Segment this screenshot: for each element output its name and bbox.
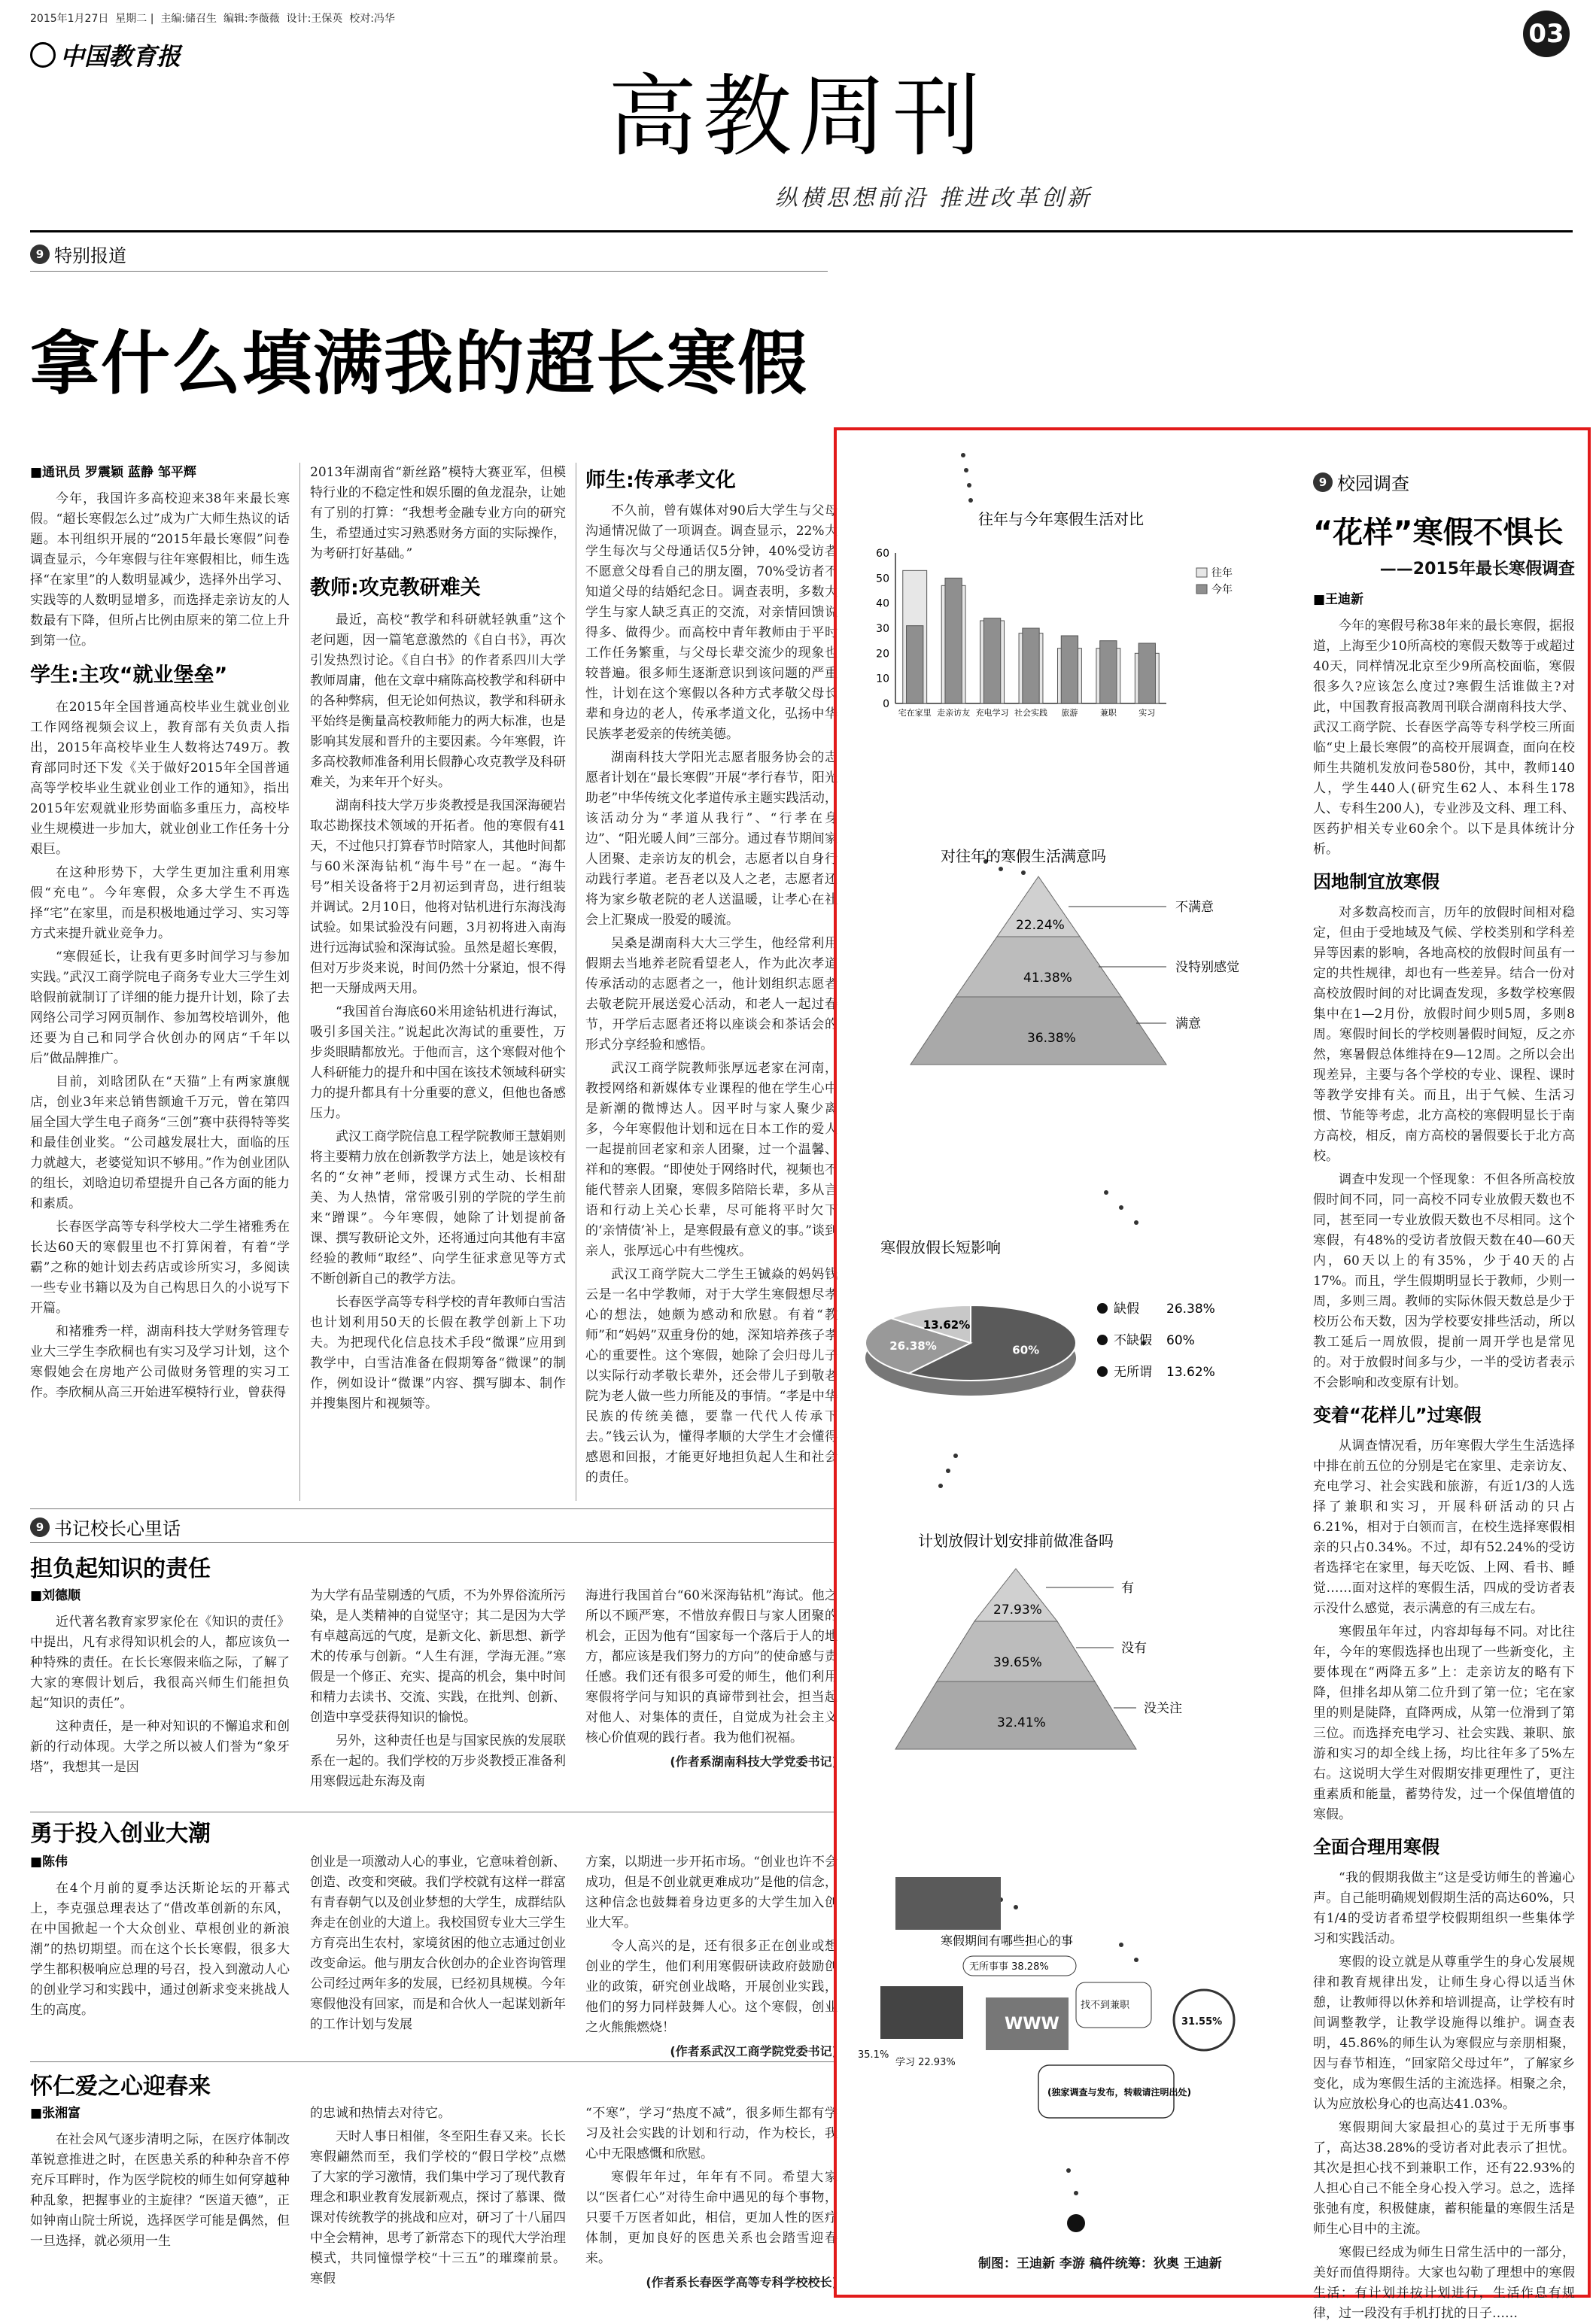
proofreader: 校对:冯华 <box>349 13 395 25</box>
paragraph: 湖南科技大学阳光志愿者服务协会的志愿者计划在“最长寒假”开展“孝行春节，阳光助老”中华传统文化孝道传承主题实践活动，该活动分为“孝道从我行”、“行孝在身边”、“阳光暖人间”三部分。通过春节期间家人团聚、走亲访友的机会，志愿者以自身行动践行孝道。老吾老以及人之老，志愿者还将为家乡敬老院的老人送温暖，让孝心在社会上汇聚成一股爱的暖流。 <box>585 750 838 928</box>
pyramid-1-pct-3: 36.38% <box>1027 1031 1076 1046</box>
article-rule <box>30 2061 835 2062</box>
survey-infographic <box>850 440 1302 2283</box>
pyramid-2-pct-1: 27.93% <box>993 1602 1042 1618</box>
article-1-col-b <box>310 1586 566 1812</box>
tag-rule <box>30 271 828 272</box>
survey-h2: 变着“花样儿”过寒假 <box>1313 1405 1482 1426</box>
pie-legend-marker <box>1097 1303 1108 1314</box>
paragraph: 这种责任，是一种对知识的不懈追求和创新的行动体现。大学之所以被人们誉为“象牙塔”，我想其一是因 <box>30 1719 290 1775</box>
pie-legend-marker <box>1097 1335 1108 1345</box>
bar-chart-title: 往年与今年寒假生活对比 <box>978 510 1144 528</box>
pie-legend-value: 60% <box>1166 1333 1195 1348</box>
paragraph: 今年的寒假号称38年来的最长寒假，据报道，上海至少10所高校的寒假天数等于或超过40天，同样情况北京至少9所高校面临，寒假很多久?应该怎么度过?寒假生活谁做主?对此，中国教育报高教周刊联合湖南科技大学、武汉工商学院、长春医学高等专科学校三所面临“史上最长寒假”的高校开展调查，面向在校师生共随机发放问卷580份，其中，教师140人，学生440人(研究生62人、本科生178人、专科生200人)，专业涉及文科、理工科、医药护相关专业60余个。以下是具体统计分析。 <box>1313 618 1575 857</box>
paragraph: 近代著名教育家罗家伦在《知识的责任》中提出，凡有求得知识机会的人，都应该负一种特殊的责任。在长长寒假来临之际，了解了大家的寒假计划后，我很高兴师生们能担负起“知识的责任”。 <box>30 1615 290 1711</box>
pyramid-2-cat-2: 没有 <box>1121 1641 1147 1656</box>
paragraph: “我国首台海底60米用途钻机进行海试，吸引多国关注。”说起此次海试的重要性，万步炎眼睛都放光。于他而言，这个寒假对他个人科研能力的提升和中国在该技术领域科研实力的提升都具有十分重要的意义，但他也备感压力。 <box>310 1004 566 1121</box>
paragraph: 寒假年年过，年年有不同。希望大家以“医者仁心”对待生命中遇见的每个事物，只要千万医者如此，相信，更加人性的医疗体制，更加良好的医患关系也会踏雪迎春来。 <box>585 2170 838 2266</box>
svg-text:WWW: WWW <box>1005 2015 1059 2034</box>
paragraph: 海进行我国首台“60米深海钻机”海试。他之所以不顾严寒，不惜放弃假日与家人团聚的机会，正因为他有“国家每一个落后于人的地方，都应该是我们努力的方向”的使命感与责任感。我们还有很多可爱的师生，他们利用寒假将学问与知识的真谛带到社会，担当起对他人、对集体的责任，自觉成为社会主义核心价值观的践行者。我为他们祝福。 <box>585 1588 838 1745</box>
bar-current <box>1023 628 1039 703</box>
section-tag-icon: 9 <box>30 1517 50 1537</box>
legend-label-previous: 往年 <box>1211 567 1233 579</box>
designer: 设计:王保英 <box>286 13 343 25</box>
article-3-col-a <box>30 2104 290 2292</box>
bar-current <box>983 618 1000 703</box>
pie-slice-label: 13.62% <box>923 1317 971 1332</box>
paragraph: 从调查情况看，历年寒假大学生生活选择中排在前五位的分别是宅在家里、走亲访友、充电学习、社会实践和旅游，有近1/3的人选择了兼职和实习，开展科研活动的只占6.21%，相对于白领而言，在校生选择寒假相亲的只占0.34%。不过，却有52.24%的受访者选择宅在家里，每天吃饭、上网、看书、睡觉……面对这样的寒假生活，四成的受访者表示没什么感觉，表示满意的有三成左右。 <box>1313 1438 1575 1616</box>
paragraph: 和褚雅秀一样，湖南科技大学财务管理专业大三学生李欣桐也有实习及学习计划，这个寒假她会在房地产公司做财务管理的实习工作。李欣桐从高三开始进军模特行业，曾获得 <box>30 1324 290 1400</box>
article-1-col-c <box>585 1586 838 1812</box>
student-subhead: 学生:主攻“就业堡垒” <box>30 664 228 687</box>
pyramid-2-mid <box>937 1621 1095 1681</box>
paragraph: 另外，这种责任也是与国家民族的发展联系在一起的。我们学校的万步炎教授正准备利用寒假远赴东海及南 <box>310 1733 566 1789</box>
pyramid-1-cat-2: 没特别感觉 <box>1175 960 1239 975</box>
article-1-col-a <box>30 1586 290 1812</box>
pyramid-2-title: 计划放假计划安排前做准备吗 <box>918 1532 1114 1550</box>
x-tick-label: 社会实践 <box>1014 708 1047 718</box>
pie-legend-label: 不缺假 <box>1114 1333 1152 1348</box>
legend-swatch-previous <box>1196 568 1207 577</box>
y-tick-label: 0 <box>883 698 889 710</box>
header-rule <box>30 230 1573 232</box>
paragraph: 在社会风气逐步清明之际，在医疗体制改革锐意推进之时，在医患关系的种种杂音不停充斥耳畔时，作为医学院校的师生如何穿越种种乱象，把握事业的主旋律？“医道天德”，正如钟南山院士所说，选择医学可能是偶然，但一旦选择，就必须用一生 <box>30 2132 290 2249</box>
credit-note: (独家调查与发布，转载请注明出处) <box>1047 2087 1191 2098</box>
leave-length-pie <box>865 1238 1215 1396</box>
article-2-col-b <box>310 1852 566 2070</box>
article-1-byline: ■刘德顺 <box>30 1588 81 1603</box>
paper-logo: 中国教育报 <box>30 38 181 72</box>
article-1-signature: (作者系湖南科技大学党委书记) <box>670 1754 838 1769</box>
parent-subhead: 师生:传承孝文化 <box>585 469 736 492</box>
article-3-title: 怀仁爱之心迎春来 <box>30 2073 211 2100</box>
pyramid-1-title: 对往年的寒假生活满意吗 <box>941 847 1106 865</box>
paragraph: 湖南科技大学万步炎教授是我国深海硬岩取芯勘探技术领域的开拓者。他的寒假有41天，不过他只打算春节时陪家人，其他时间都与60米深海钻机“海牛号”在一起。“海牛号”相关设备将于2月初运到青岛，进行组装并调试。2月10日，他将对钻机进行东海浅海试验。如果试验没有问题，3月初将进入南海进行远海试验和深海试验。虽然是超长寒假，但对万步炎来说，时间仍然十分紧迫，恨不得把一天掰成两天用。 <box>310 798 566 996</box>
paragraph: 武汉工商学院教师张厚远老家在河南，教授网络和新媒体专业课程的他在学生心中是新潮的微博达人。因平时与家人聚少离多，今年寒假他计划和远在日本工作的爱人一起提前回老家和亲人团聚，过一个温馨、祥和的寒假。“即使处于网络时代，视频也不能代替亲人团聚，寒假多陪陪长辈，多从言语和行动上关心长辈，尽可能将平时欠下的‘亲情债’补上，是寒假最有意义的事。”谈到亲人，张厚远心中有些愧疚。 <box>585 1061 838 1259</box>
special-col-2 <box>310 463 566 1501</box>
paragraph: 在4个月前的夏季达沃斯论坛的开幕式上，李克强总理表达了“借改革创新的东风，在中国掀起一个大众创业、草根创业的新浪潮”的热切期望。而在这个长长寒假，很多大学生都积极响应总理的号召，投入到激动人心的创业学习和实践中，通过创新求变来挑战人生的高度。 <box>30 1881 290 2018</box>
tag-rule <box>30 1542 835 1543</box>
paragraph: 寒假已经成为师生日常生活中的一部分，美好而值得期待。大家也勾勒了理想中的寒假生活：有计划并按计划进行，生活作息有规律，过一段没有手机打扰的日子…… <box>1313 2245 1575 2321</box>
satisfaction-pyramid <box>910 847 1239 1065</box>
paragraph: 令人高兴的是，还有很多正在创业或想创业的学生，他们利用寒假研读政府鼓励创业的政策，研究创业战略，开展创业实践，他们的努力同样鼓舞人心。这个寒假，创业之火熊熊燃烧！ <box>585 1939 838 2035</box>
pie-legend-label: 无所谓 <box>1114 1365 1152 1380</box>
survey-text-column <box>1313 440 1575 2321</box>
paragraph: 吴桑是湖南科大大三学生，他经常利用假期去当地养老院看望老人，作为此次孝道传承活动的志愿者之一，他计划组织志愿者去敬老院开展送爱心活动，和老人一起过春节，开学后志愿者还将以座谈会和茶话会的形式分享经验和感悟。 <box>585 936 838 1053</box>
article-3-byline: ■张湘富 <box>30 2106 81 2121</box>
survey-byline: ■王迪新 <box>1313 592 1364 607</box>
y-tick-label: 40 <box>876 597 889 610</box>
collage-photo-people <box>895 1877 1001 1930</box>
pyramid-1-cat-1: 不满意 <box>1175 900 1214 915</box>
pyramid-1-mid <box>956 937 1121 997</box>
article-3-signature: (作者系长春医学高等专科学校校长) <box>646 2275 838 2289</box>
collage-label-2: 找不到兼职 <box>1081 2000 1130 2011</box>
paragraph: 武汉工商学院信息工程学院教师王慧娟则将主要精力放在创新教学方法上，她是该校有名的“女神”老师，授课方式生动、长相甜美、为人热情，常常吸引别的学院的学生前来“蹭课”。今年寒假，她除了计划提前备课、撰写教研论文外，还将通过向其他有丰富经验的教师“取经”、向学生征求意见等方式不断创新自己的教学方法。 <box>310 1129 566 1287</box>
collage-label-1: 无所事事 38.28% <box>969 1961 1049 1973</box>
paragraph: 寒假期间大家最担心的莫过于无所事事了，高达38.28%的受访者对此表示了担忧。其次是担心找不到兼职工作，还有22.93%的人担心自己不能全身心投入学习。总之，选择张弛有度，积极健康，蓄积能量的寒假生活是师生心目中的主流。 <box>1313 2120 1575 2237</box>
bar-chart <box>876 510 1233 718</box>
pie-legend-label: 缺假 <box>1114 1302 1139 1317</box>
pyramid-2-cat-1: 有 <box>1121 1581 1134 1596</box>
article-2-byline: ■陈伟 <box>30 1855 68 1870</box>
collage-label-4: 31.55% <box>1181 2016 1223 2028</box>
pie-legend-marker <box>1097 1366 1108 1377</box>
y-tick-label: 30 <box>876 623 889 635</box>
pie-legend-value: 13.62% <box>1166 1365 1215 1380</box>
worries-collage <box>858 1877 1234 2068</box>
paragraph: 创业是一项激动人心的事业，它意味着创新、创造、改变和突破。我们学校就有这样一群富有青春朝气以及创业梦想的大学生，成群结队奔走在创业的大道上。我校国贸专业大三学生方育亮出生农村，家境贫困的他立志通过创业改变命运。他与朋友合伙创办的企业咨询管理公司经过两年多的发展，已经初具规模。今年寒假他没有回家，而是和合伙人一起谋划新年的工作计划与发展 <box>310 1855 566 2032</box>
section-rule <box>30 1508 835 1509</box>
special-col-1 <box>30 463 290 1501</box>
paragraph: 寒假的设立就是从尊重学生的身心发展规律和教育规律出发，让师生身心得以适当休憩，让教师得以休养和培训提高，让学校有时间调整教学，让教学设施得以维护。调查表明，45.86%的师生认为寒假应与亲朋相聚，因与春节相连，“回家陪父母过年”，了解家乡变化，成为寒假生活的主流选择。相聚之余，认为应放松身心的也高达41.03%。 <box>1313 1955 1575 2112</box>
survey-h3: 全面合理用寒假 <box>1313 1836 1439 1858</box>
editor: 编辑:李薇薇 <box>223 13 280 25</box>
paragraph: 天时人事日相催，冬至阳生春又来。长长寒假翩然而至，我们学校的“假日学校”点燃了大家的学习激情，我们集中学习了现代教育理念和职业教育发展新观点，探讨了慕课、微课对传统教学的挑战和应对，研习了十八届四中全会精神，思考了新常态下的现代大学治理模式，共同憧憬学校“十三五”的璀璨前景。寒假 <box>310 2129 566 2286</box>
bar-current <box>907 626 923 703</box>
bar-legend <box>1196 567 1233 596</box>
survey-subhead: ——2015年最长寒假调查 <box>1379 560 1575 579</box>
paragraph: 对多数高校而言，历年的放假时间相对稳定，但由于受地域及气候、学校类别和学科差异等因素的影响，各地高校的放假时间虽有一定的共性规律，却也有一些差异。结合一份对高校放假时间的对比调查发现，多数学校寒假集中在1—2月份，放假时间少则5周，多则8周。寒假时间长的学校则暑假时间短，反之亦然，寒暑假总体维持在9—12周。之所以会出现差异，主要与各个学校的专业、课程、课时等教学安排有关。而且，出于气候、生活习惯、节能等考虑，北方高校的寒假明显长于南方高校，相反，南方高校的暑假要长于北方高校。 <box>1313 905 1575 1164</box>
paragraph: 在这种形势下，大学生更加注重利用寒假“充电”。今年寒假，众多大学生不再选择“宅”在家里，而是积极地通过学习、实习等方式来提升就业竞争力。 <box>30 865 290 941</box>
paragraph: “不寒”，学习“热度不减”，很多师生都有学习及社会实践的计划和行动，作为校长，我心中无限感慨和欣慰。 <box>585 2106 838 2161</box>
section-tag-icon: 9 <box>1313 472 1333 492</box>
article-3-col-c <box>585 2104 838 2292</box>
page-number: 03 <box>1523 11 1570 57</box>
paragraph: 不久前，曾有媒体对90后大学生与父母沟通情况做了一项调查。调查显示，22%大学生每次与父母通话仅5分钟，40%受访者不愿意父母看自己的朋友圈，70%受访者不知道父母的结婚纪念日。调查表明，多数大学生与家人缺乏真正的交流，对亲情回馈说得多、做得少。而高校中青年教师由于平时工作任务繁重，与父母长辈交流少的现象也较普遍。很多师生逐渐意识到该问题的严重性，计划在这个寒假以各种方式孝敬父母长辈和身边的老人，传承孝道文化，弘扬中华民族孝老爱亲的传统美德。 <box>585 503 838 742</box>
paragraph: 最近，高校“教学和科研就轻孰重”这个老问题，因一篇笔意激然的《自白书》，再次引发热烈讨论。《自白书》的作者系四川大学教师周庸，他在文章中痛陈高校教学和科研中的各种弊病，但无论如何热议，教学和科研永平始终是衡量高校教师能力的两大标准，也是影响其发展和晋升的主要因素。今年寒假，许多高校教师准备利用长假静心攻克教学及科研难关，为来年开个好头。 <box>310 612 566 790</box>
survey-tag: 9 校园调查 <box>1313 469 1575 495</box>
bar-current <box>945 578 962 703</box>
section-tag-icon: 9 <box>30 245 50 264</box>
pyramid-1-pct-2: 41.38% <box>1023 971 1072 986</box>
pie-slice-label: 60% <box>1012 1343 1040 1357</box>
paragraph: 方案，以期进一步开拓市场。“创业也许不会成功，但是不创业就更难成功”是他的信念，这种信念也鼓舞着身边更多的大学生加入创业大军。 <box>585 1855 838 1931</box>
x-tick-label: 充电学习 <box>975 708 1009 718</box>
section-slogan: 纵横思想前沿 推进改革创新 <box>775 185 1093 211</box>
legend-swatch-current <box>1196 585 1207 594</box>
pyramid-2-pct-2: 39.65% <box>993 1655 1042 1670</box>
bar-current <box>1061 636 1078 703</box>
weekday: 星期二 <box>115 13 147 25</box>
collage-label-3: 学习 22.93% <box>895 2057 956 2068</box>
y-tick-label: 10 <box>876 673 889 685</box>
paragraph: 今年，我国许多高校迎来38年来最长寒假。“超长寒假怎么过”成为广大师生热议的话题。本刊组织开展的“2015年最长寒假”问卷调查显示，今年寒假与往年寒假相比，师生选择“在家里”的人数明显减少，选择外出学习、实践等的人数明显增多，而选择走亲访友的人数最有下降，但所占比例由原来的第二位上升到第一位。 <box>30 491 290 649</box>
survey-credit: 制图：王迪新 李游 稿件统筹：狄奥 王迪新 <box>978 2256 1222 2271</box>
bar-current <box>1138 643 1155 703</box>
pyramid-1-cat-3: 满意 <box>1175 1016 1201 1031</box>
chief-editor: 主编:储召生 <box>160 13 217 25</box>
section-title: 高教周刊 <box>607 65 987 169</box>
planning-pyramid <box>895 1532 1182 1749</box>
y-tick-label: 20 <box>876 648 889 661</box>
legend-label-current: 今年 <box>1211 584 1233 596</box>
paragraph: 长春医学高等专科学校的青年教师白雪洁也计划利用50天的长假在教学创新上下功夫。为把现代化信息技术手段“微课”应用到教学中，白雪洁准备在假期筹备“微课”的制作，例如设计“微课”内容、撰写脚本、制作并搜集图片和视频等。 <box>310 1295 566 1411</box>
x-tick-label: 旅游 <box>1061 708 1078 718</box>
paragraph: “我的假期我做主”这是受访师生的普遍心声。自己能明确规划假期生活的高达60%，只有1/4的受访者希望学校假期组织一些集体学习和实践活动。 <box>1313 1870 1575 1946</box>
paragraph: 在2015年全国普通高校毕业生就业创业工作网络视频会议上，教育部有关负责人指出，2015年高校毕业生人数将达749万。教育部同时还下发《关于做好2015年全国普通高等学校毕业生就业创业工作的通知》，指出2015年宏观就业形势面临多重压力，高校毕业生规模进一步加大，就业创业工作任务十分艰巨。 <box>30 700 290 857</box>
pie-legend-value: 26.38% <box>1166 1302 1215 1317</box>
pyramid-2-pct-3: 32.41% <box>997 1715 1046 1730</box>
paragraph: 2013年湖南省“新丝路”模特大赛亚军，但模特行业的不稳定性和娱乐圈的鱼龙混杂，让她有了别的打算：“我想考金融专业方向的研究生，希望通过实习熟悉财务方面的实际操作，为考研打好基础。” <box>310 465 566 561</box>
paragraph: 目前，刘晗团队在“天猫”上有两家旗舰店，创业3年来总销售额逾千万元，曾在第四届全国大学生电子商务“三创”赛中获得特等奖和最佳创业奖。“公司越发展壮大，面临的压力就越大，老婆觉知识不够用。”作为创业团队的组长，刘晗迫切希望提升自己各方面的能力和素质。 <box>30 1074 290 1211</box>
date: 2015年1月27日 <box>30 13 109 25</box>
survey-h1: 因地制宜放寒假 <box>1313 871 1439 892</box>
credit-bubble <box>1038 2065 1191 2232</box>
bar-current <box>1100 641 1117 703</box>
x-tick-label: 宅在家里 <box>898 708 932 718</box>
paragraph: 长春医学高等专科学校大二学生褚雅秀在长达60天的寒假里也不打算闲着，有着“学霸”之称的她计划去药店或诊所实习，多阅读一些专业书籍以及为自己构思日久的小说写下开篇。 <box>30 1220 290 1316</box>
paragraph: 为大学有品莹剔透的气质，不为外界俗流所污染，是人类精神的自觉坚守；其二是因为大学有卓越高远的气度，是新文化、新思想、新学术的传承与创新。“人生有涯，学海无涯。”寒假是一个修正、充实、提高的机会，集中时间和精力去读书、交流、实践，在批判、创新、创造中享受获得知识的愉悦。 <box>310 1588 566 1725</box>
collage-title: 寒假期间有哪些担心的事 <box>941 1934 1074 1948</box>
article-2-col-c <box>585 1852 838 2070</box>
header-info-line: 2015年1月27日 星期二 | 主编:储召生 编辑:李薇薇 设计:王保英 校对:冯华 <box>30 13 395 25</box>
article-3-col-b <box>310 2104 566 2292</box>
special-col-3 <box>585 463 838 1501</box>
x-tick-label: 兼职 <box>1099 708 1117 718</box>
pyramid-1-pct-1: 22.24% <box>1016 918 1065 933</box>
x-tick-label: 实习 <box>1138 708 1156 718</box>
pie-slice-label: 26.38% <box>889 1339 937 1353</box>
article-2-col-a <box>30 1852 290 2070</box>
paragraph: 寒假虽年年过，内容却每每不同。对比往年，今年的寒假选择也出现了一些新变化，主要体现在“两降五多”上：走亲访友的略有下降，但排名却从第二位升到了第一位；宅在家里的则是陡降，直降两成，从第一位滑到了第三位。而选择充电学习、社会实践、兼职、旅游和实习的却全线上扬，均比往年多了5%左右。这说明大学生对假期安排更理性了，更注重素质和能量，蓄势待发，过一个保值增值的寒假。 <box>1313 1624 1575 1822</box>
article-2-title: 勇于投入创业大潮 <box>30 1821 211 1847</box>
y-tick-label: 60 <box>876 548 889 560</box>
special-report-tag: 9 特别报道 <box>30 241 126 267</box>
article-1-title: 担负起知识的责任 <box>30 1556 211 1582</box>
main-headline: 拿什么填满我的超长寒假 <box>30 324 809 404</box>
secretary-tag: 9 书记校长心里话 <box>30 1514 181 1540</box>
paragraph: “寒假延长，让我有更多时间学习与参加实践。”武汉工商学院电子商务专业大三学生刘晗假前就制订了详细的能力提升计划，除了去网络公司学习网页制作、参加驾校培训外，他还要为自己和同学合伙创办的网店“千年以后”做品牌推广。 <box>30 949 290 1066</box>
path-end-dot <box>1067 2214 1085 2232</box>
teacher-subhead: 教师:攻克教研难关 <box>310 576 481 600</box>
article-2-signature: (作者系武汉工商学院党委书记) <box>670 2044 838 2058</box>
pyramid-2-cat-3: 没关注 <box>1144 1701 1182 1716</box>
collage-label-5: 35.1% <box>858 2049 889 2061</box>
paragraph: 的忠诚和热情去对待它。 <box>310 2106 451 2121</box>
paper-logo-icon <box>30 42 56 68</box>
survey-headline: “花样”寒假不惧长 <box>1313 515 1564 550</box>
special-byline: ■通讯员 罗震颖 蓝静 邹平辉 <box>30 465 196 480</box>
collage-photo-computer <box>880 1986 963 2039</box>
y-tick-label: 50 <box>876 573 889 585</box>
paragraph: 调查中发现一个怪现象：不但各所高校放假时间不同，同一高校不同专业放假天数也不同，甚至同一专业放假天数也不尽相同。这个寒假，有48%的受访者放假天数在40—60天内，60天以上的有35%，少于40天的占17%。而且，学生假期明显长于教师，少则一周，多则三周。教师的实际休假天数总是少于校历公布天数，因为学校要安排些活动，所以教工延后一周放假，提前一周开学也是常见的。对于放假时间多与少，一半的受访者表示不会影响和改变原有计划。 <box>1313 1172 1575 1390</box>
paragraph: 武汉工商学院大二学生王铖焱的妈妈钱云是一名中学教师，对于大学生寒假想尽孝心的想法，她颇为感动和欣慰。有着“教师”和“妈妈”双重身份的她，深知培养孩子孝心的重要性。这个寒假，她除了会归母儿子以实际行动孝敬长辈外，还会带儿子到敬老院为老人做一些力所能及的事情。“孝是中华民族的传统美德，要靠一代代人传承下去。”钱云认为，懂得孝顺的大学生才会懂得感恩和回报，才能更好地担负起人生和社会的责任。 <box>585 1267 838 1485</box>
column-divider <box>299 463 300 1501</box>
x-tick-label: 走亲访友 <box>937 708 971 718</box>
pie-title: 寒假放假长短影响 <box>880 1238 1001 1256</box>
